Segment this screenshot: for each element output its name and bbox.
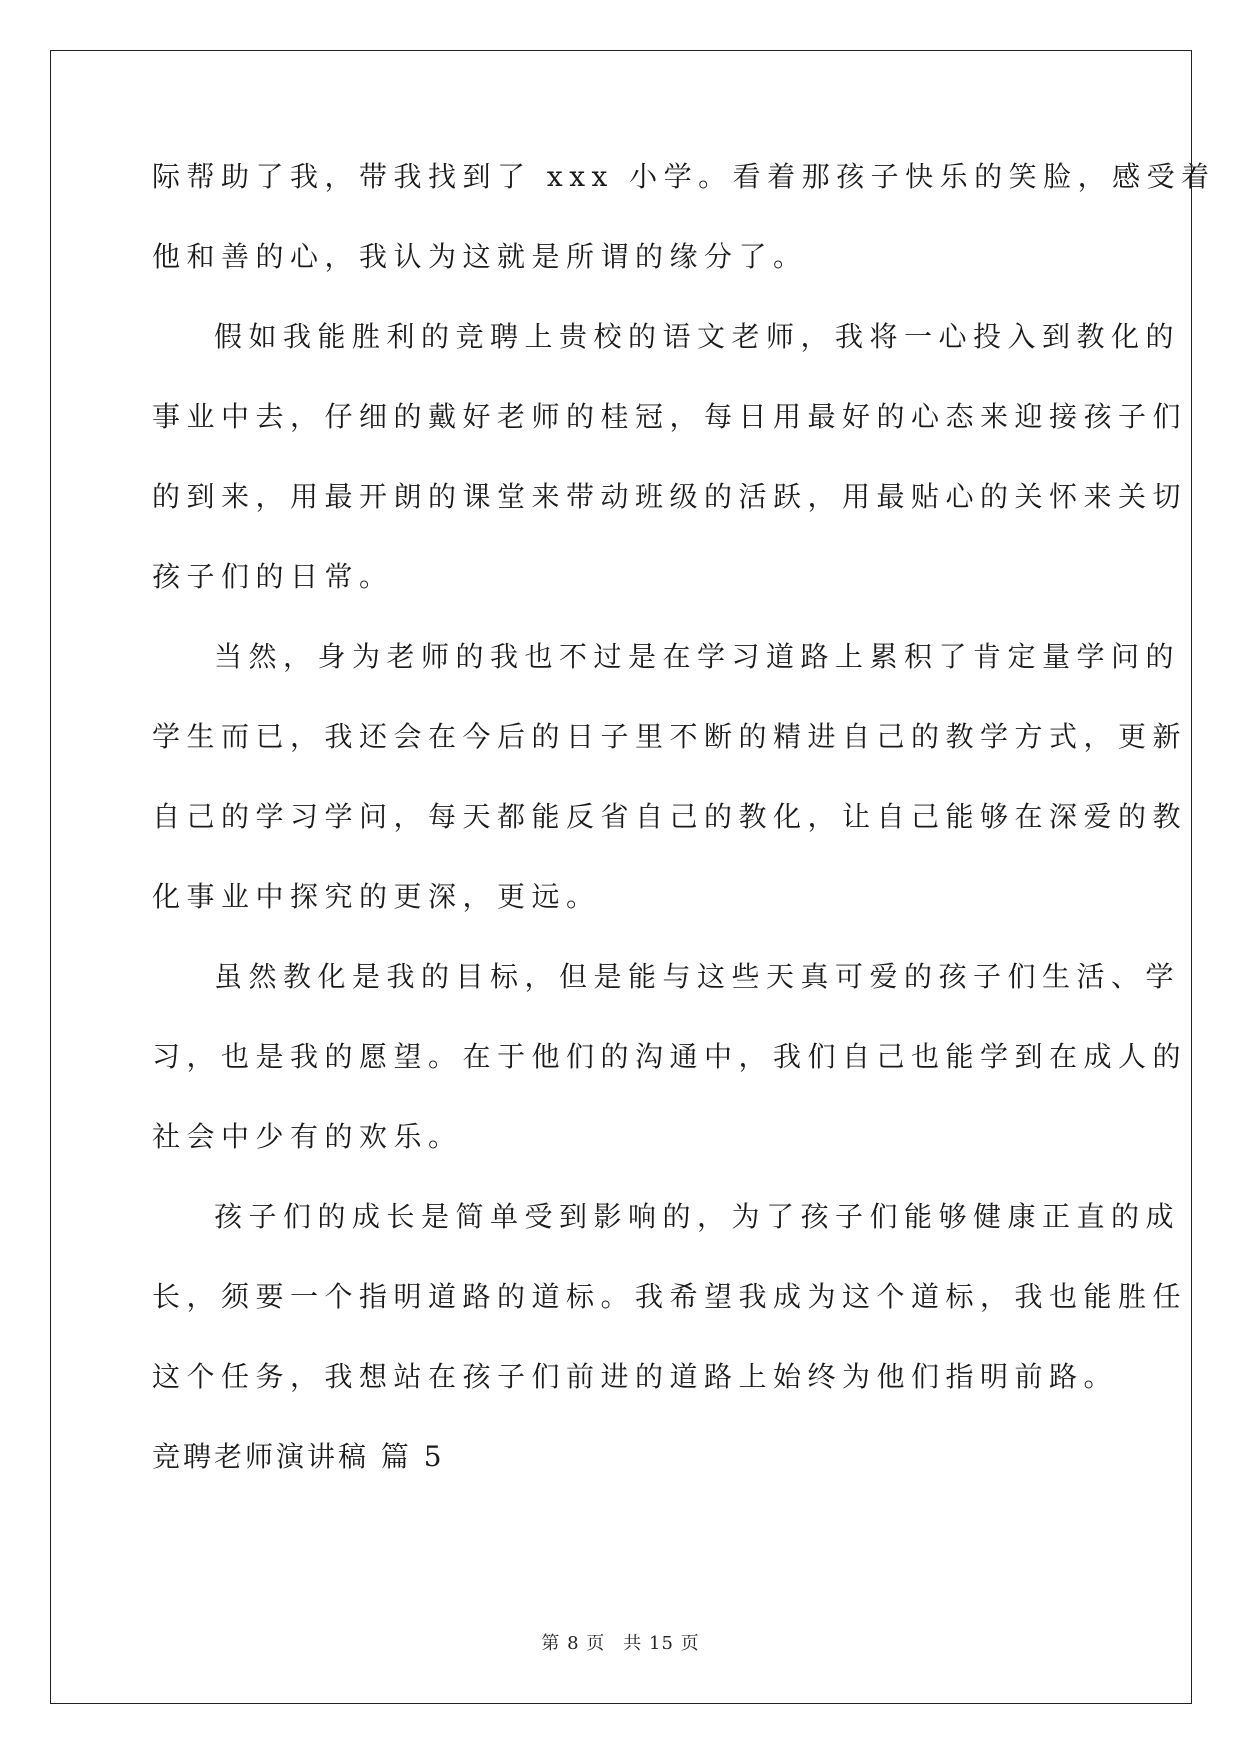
- text-line: 事业中去，仔细的戴好老师的桂冠，每日用最好的心态来迎接孩子们: [152, 400, 1188, 433]
- page-number: 第 8 页: [541, 1633, 606, 1654]
- text-line: 化事业中探究的更深，更远。: [152, 880, 601, 913]
- text-line: 孩子们的成长是简单受到影响的，为了孩子们能够健康正直的成: [214, 1200, 1181, 1233]
- text-line: 际帮助了我，带我找到了 xxx 小学。看着那孩子快乐的笑脸，感受着: [152, 160, 1216, 193]
- text-line: 学生而已，我还会在今后的日子里不断的精进自己的教学方式，更新: [152, 720, 1188, 753]
- text-line: 长，须要一个指明道路的道标。我希望我成为这个道标，我也能胜任: [152, 1280, 1188, 1313]
- text-line: 虽然教化是我的目标，但是能与这些天真可爱的孩子们生活、学: [214, 960, 1181, 993]
- page-total: 共 15 页: [623, 1633, 700, 1654]
- text-line: 习，也是我的愿望。在于他们的沟通中，我们自己也能学到在成人的: [152, 1040, 1188, 1073]
- document-body: [152, 157, 1216, 1477]
- section-heading: 竞聘老师演讲稿 篇 5: [152, 1440, 445, 1473]
- text-line: 社会中少有的欢乐。: [152, 1120, 463, 1153]
- text-line: 的到来，用最开朗的课堂来带动班级的活跃，用最贴心的关怀来关切: [152, 480, 1188, 513]
- text-line: 孩子们的日常。: [152, 560, 394, 593]
- page-footer: [0, 1629, 1241, 1655]
- text-line: 自己的学习学问，每天都能反省自己的教化，让自己能够在深爱的教: [152, 800, 1188, 833]
- text-line: 这个任务，我想站在孩子们前进的道路上始终为他们指明前路。: [152, 1360, 1119, 1393]
- text-line: 他和善的心，我认为这就是所谓的缘分了。: [152, 240, 808, 273]
- text-line: 假如我能胜利的竞聘上贵校的语文老师，我将一心投入到教化的: [214, 320, 1181, 353]
- text-line: 当然，身为老师的我也不过是在学习道路上累积了肯定量学问的: [214, 640, 1181, 673]
